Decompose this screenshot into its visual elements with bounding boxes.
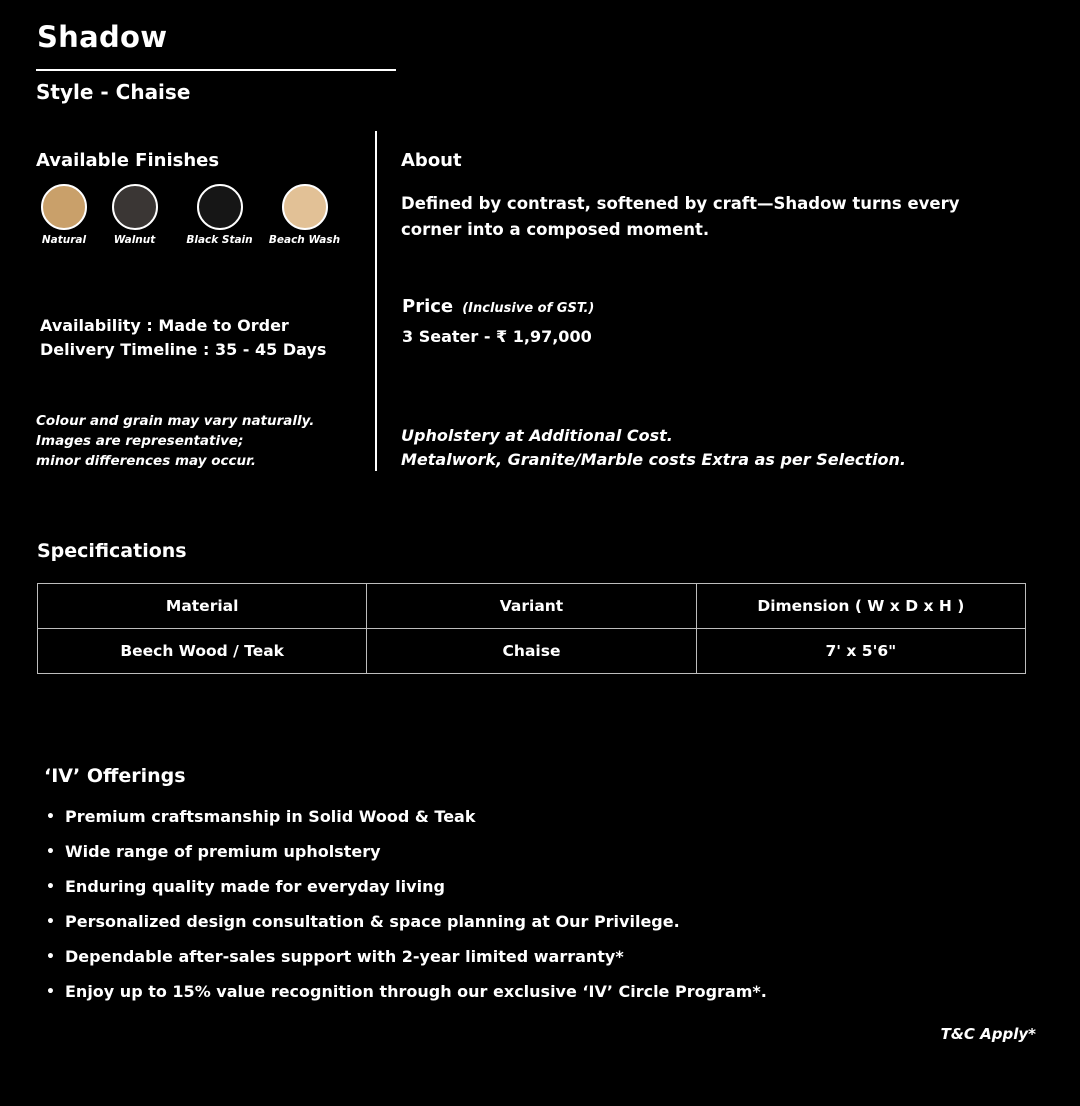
material-header: Material — [38, 584, 367, 629]
disclaimer-line: minor differences may occur. — [36, 453, 256, 469]
finish-swatches — [36, 184, 347, 246]
price-note: (Inclusive of GST.) — [462, 301, 595, 316]
offering-text: Personalized design consultation & space planning at Our Privilege. — [65, 912, 680, 931]
bullet-icon: • — [46, 984, 55, 1000]
finish-label: Walnut — [113, 234, 156, 246]
finish-label: Black Stain — [186, 234, 253, 246]
offerings-list — [46, 806, 767, 1016]
list-item — [46, 876, 767, 911]
natural-swatch — [41, 184, 87, 230]
disclaimer-line: Images are representative; — [36, 433, 244, 449]
walnut-swatch — [112, 184, 158, 230]
terms-note: T&C Apply* — [940, 1025, 1036, 1043]
about-heading: About — [401, 150, 462, 171]
price-heading — [402, 296, 594, 317]
table-header-row — [38, 584, 1026, 629]
bullet-icon: • — [46, 879, 55, 895]
offering-text: Enduring quality made for everyday living — [65, 877, 445, 896]
list-item — [46, 946, 767, 981]
disclaimer — [36, 411, 314, 471]
additional-cost-notes — [401, 424, 906, 472]
about-text: Defined by contrast, softened by craft—Shadow turns every corner into a composed moment. — [401, 194, 960, 239]
metalwork-note: Metalwork, Granite/Marble costs Extra as per Selection. — [401, 450, 907, 469]
bullet-icon: • — [46, 844, 55, 860]
beach-wash-swatch — [282, 184, 328, 230]
offering-text: Wide range of premium upholstery — [65, 842, 381, 861]
title-underline — [36, 69, 396, 71]
list-item — [46, 981, 767, 1016]
price-value: 3 Seater - ₹ 1,97,000 — [402, 327, 592, 346]
upholstery-note: Upholstery at Additional Cost. — [401, 426, 673, 445]
disclaimer-line: Colour and grain may vary naturally. — [36, 413, 315, 429]
delivery-timeline-text: Delivery Timeline : 35 - 45 Days — [40, 340, 327, 359]
finish-label: Natural — [41, 234, 87, 246]
specifications-heading: Specifications — [37, 540, 187, 562]
offering-text: Premium craftsmanship in Solid Wood & Teak — [65, 807, 476, 826]
availability-info — [40, 314, 326, 362]
finish-label: Beach Wash — [268, 234, 341, 246]
material-cell: Beech Wood / Teak — [38, 629, 367, 674]
finish-natural — [36, 184, 92, 246]
finishes-heading: Available Finishes — [36, 150, 220, 171]
dimension-header: Dimension ( W x D x H ) — [696, 584, 1025, 629]
variant-cell: Chaise — [367, 629, 696, 674]
bullet-icon: • — [46, 949, 55, 965]
specifications-table — [37, 583, 1026, 674]
list-item — [46, 806, 767, 841]
finish-black-stain — [177, 184, 262, 246]
offering-text: Dependable after-sales support with 2-year limited warranty* — [65, 947, 624, 966]
black-stain-swatch — [197, 184, 243, 230]
offerings-heading: ‘IV’ Offerings — [44, 765, 186, 787]
list-item — [46, 911, 767, 946]
price-label: Price — [402, 296, 454, 317]
column-divider — [375, 131, 377, 471]
bullet-icon: • — [46, 809, 55, 825]
finish-walnut — [92, 184, 177, 246]
variant-header: Variant — [367, 584, 696, 629]
table-row — [38, 629, 1026, 674]
finish-beach-wash — [262, 184, 347, 246]
list-item — [46, 841, 767, 876]
product-title: Shadow — [37, 20, 168, 54]
dimension-cell: 7' x 5'6" — [696, 629, 1025, 674]
offering-text: Enjoy up to 15% value recognition through our exclusive ‘IV’ Circle Program*. — [65, 982, 767, 1001]
product-style: Style - Chaise — [36, 80, 191, 104]
bullet-icon: • — [46, 914, 55, 930]
availability-text: Availability : Made to Order — [40, 316, 289, 335]
